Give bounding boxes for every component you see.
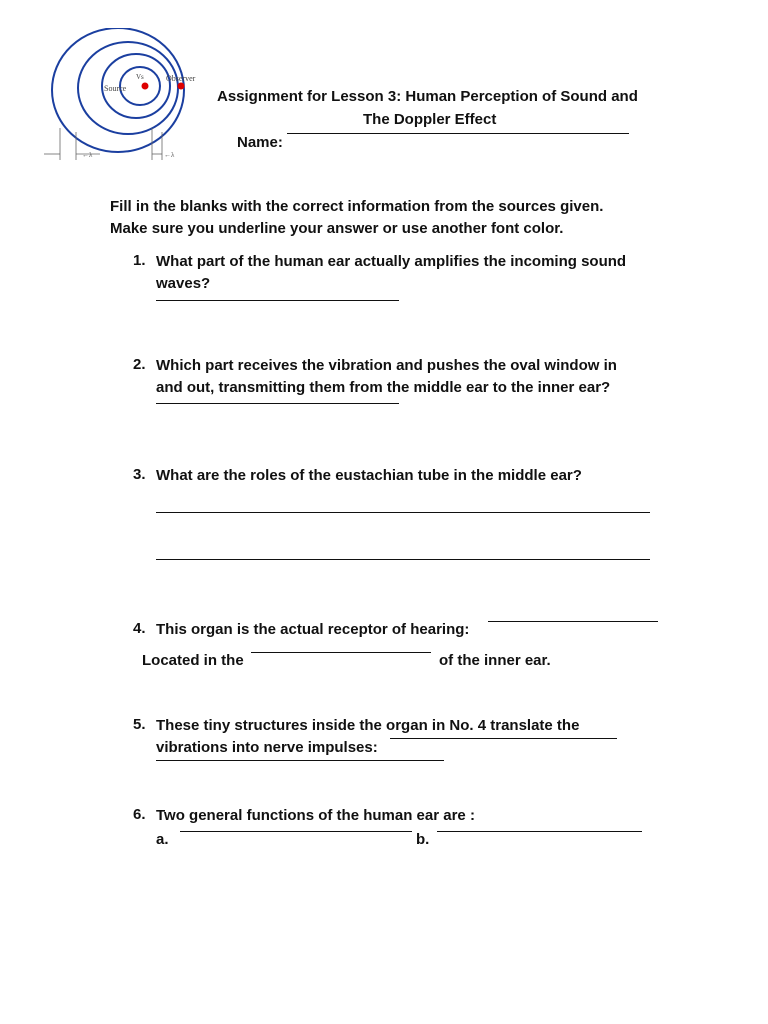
question-4-located-prefix: Located in the	[142, 652, 244, 669]
observer-label: Observer	[166, 74, 196, 83]
question-4-text-line1: This organ is the actual receptor of hearing:	[156, 621, 470, 638]
source-label: Source	[104, 84, 127, 93]
instructions-line2: Make sure you underline your answer or use another font color.	[110, 220, 564, 237]
question-3-text-line1: What are the roles of the eustachian tube in the middle ear?	[156, 467, 582, 484]
question-3-number: 3.	[133, 466, 146, 483]
question-6-b-label: b.	[416, 831, 430, 848]
question-3-answer-line-1[interactable]	[156, 512, 650, 513]
question-2-answer-line[interactable]	[156, 403, 399, 404]
source-dot	[142, 83, 149, 90]
assignment-title-line2: The Doppler Effect	[363, 111, 497, 128]
question-6-number: 6.	[133, 806, 146, 823]
observer-dot	[178, 83, 185, 90]
question-4-number: 4.	[133, 620, 146, 637]
question-5-answer-line-1[interactable]	[390, 738, 617, 739]
question-6-text-line1: Two general functions of the human ear are :	[156, 807, 475, 824]
question-2-text-line2: and out, transmitting them from the middle ear to the inner ear?	[156, 379, 611, 396]
question-1-answer-line[interactable]	[156, 300, 399, 301]
lambda-right-label: ←λ	[164, 151, 175, 159]
question-6-answer-a-line[interactable]	[180, 831, 412, 832]
question-1-number: 1.	[133, 252, 146, 269]
question-4-answer-line[interactable]	[488, 621, 658, 622]
instructions-line1: Fill in the blanks with the correct information from the sources given.	[110, 198, 604, 215]
question-2-text-line1: Which part receives the vibration and pushes the oval window in	[156, 357, 617, 374]
vs-label: Vs	[136, 73, 144, 81]
question-2-number: 2.	[133, 356, 146, 373]
question-4-located-line[interactable]	[251, 652, 431, 653]
name-field-line[interactable]	[287, 133, 629, 134]
doppler-effect-diagram	[40, 28, 210, 164]
name-label: Name:	[237, 134, 283, 151]
question-1-text-line2: waves?	[156, 275, 211, 292]
question-6-a-label: a.	[156, 831, 169, 848]
question-1-text-line1: What part of the human ear actually amplifies the incoming sound	[156, 253, 627, 270]
question-4-located-suffix: of the inner ear.	[439, 652, 551, 669]
question-5-number: 5.	[133, 716, 146, 733]
question-5-text-line1: These tiny structures inside the organ in No. 4 translate the	[156, 717, 580, 734]
question-6-answer-b-line[interactable]	[437, 831, 642, 832]
question-3-answer-line-2[interactable]	[156, 559, 650, 560]
question-5-text-line2: vibrations into nerve impulses:	[156, 739, 378, 756]
question-5-answer-line-2[interactable]	[156, 760, 444, 761]
lambda-left-label: ←λ	[82, 151, 93, 159]
assignment-title-line1: Assignment for Lesson 3: Human Perception of Sound and	[217, 88, 638, 105]
